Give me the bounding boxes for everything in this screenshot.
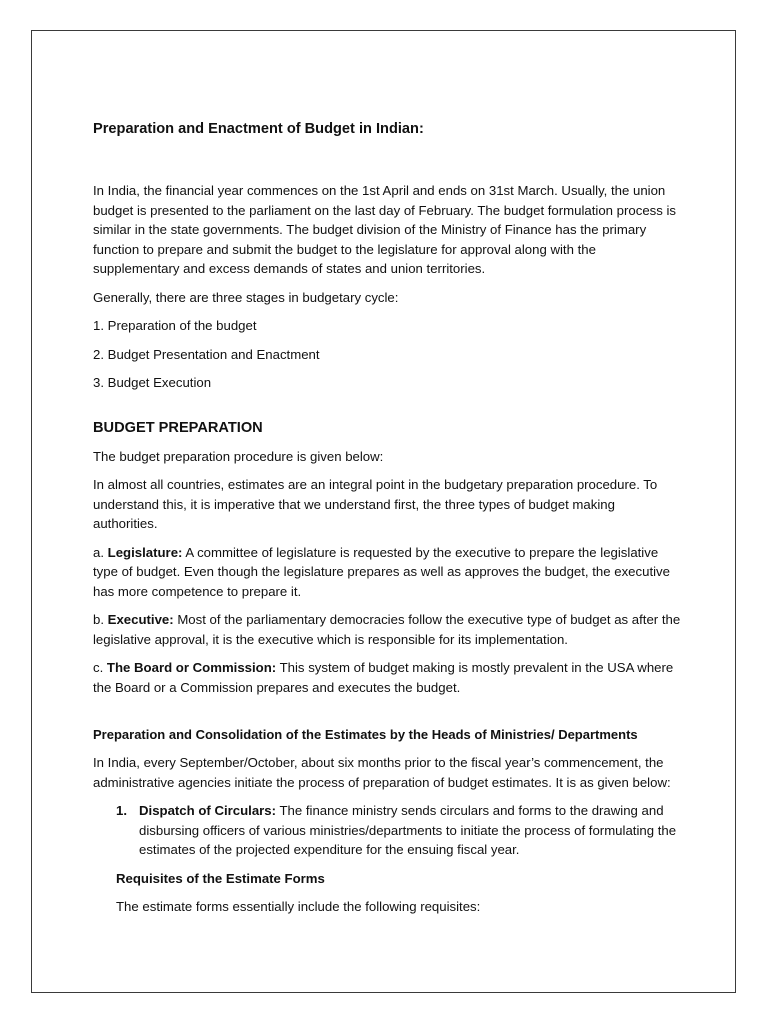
section-heading-estimates: Preparation and Consolidation of the Estimates by the Heads of Ministries/ Departments <box>93 727 638 742</box>
document-title: Preparation and Enactment of Budget in Indian: <box>93 121 424 137</box>
authority-item-executive <box>93 610 683 649</box>
section1-paragraph: The budget preparation procedure is given below: <box>93 448 384 464</box>
item-body <box>139 801 683 860</box>
item-prefix: b. <box>93 612 108 627</box>
subheading-estimate-forms: Requisites of the Estimate Forms <box>116 870 325 886</box>
stage-item: 3. Budget Execution <box>93 375 212 390</box>
section2-paragraph: The estimate forms essentially include the following requisites: <box>116 899 481 914</box>
item-prefix: a. <box>93 544 108 560</box>
authority-item-legislature <box>93 543 683 602</box>
section2-paragraph: In India, every September/October, about six months prior to the fiscal year’s commencement, the administrative agencies initiate the process of preparation of budget estimates. It is as given below: <box>93 755 671 790</box>
item-number: 1. <box>116 803 127 818</box>
stages-intro: Generally, there are three stages in budgetary cycle: <box>93 289 399 305</box>
item-text: This system of budget making is mostly prevalent in the USA where the Board or a Commission prepares and executes the budget. <box>93 660 674 695</box>
item-text: The finance ministry sends circulars and forms to the drawing and disbursing officers of various ministries/departments to initiate the process of formulating the estimates of the projected expenditure for the ensuing fiscal year. <box>139 803 677 857</box>
item-term: Dispatch of Circulars: <box>139 803 277 818</box>
document-body <box>93 119 683 926</box>
item-text: Most of the parliamentary democracies follow the executive type of budget as after the legislative approval, it is the executive which is responsible for its implementation. <box>93 612 681 647</box>
item-term: The Board or Commission: <box>106 660 277 675</box>
section1-paragraph: In almost all countries, estimates are an integral point in the budgetary preparation procedure. To understand this, it is imperative that we understand first, the three types of budget making authorities. <box>93 477 658 531</box>
item-prefix: c. <box>93 660 107 675</box>
item-term: Legislature: <box>107 544 183 560</box>
item-text: A committee of legislature is requested by the executive to prepare the legislative type of budget. Even though the legislature prepares as well as approves the budget, the executive has more competence to prepare it. <box>93 544 670 599</box>
document-page <box>31 30 736 993</box>
stage-item: 2. Budget Presentation and Enactment <box>93 346 320 362</box>
stage-item: 1. Preparation of the budget <box>93 318 257 333</box>
authority-item-board <box>93 658 683 697</box>
item-term: Executive: <box>107 612 174 627</box>
section-heading-budget-preparation: BUDGET PREPARATION <box>93 419 263 436</box>
intro-paragraph: In India, the financial year commences on the 1st April and ends on 31st March. Usually, the union budget is presented to the parliament on the last day of February. The budget formulation process is similar in the state governments. The budget division of the Ministry of Finance has the primary function to prepare and submit the budget to the legislature for approval along with the supplementary and excess demands of states and union territories. <box>93 183 677 276</box>
numbered-item-circulars <box>93 801 683 860</box>
